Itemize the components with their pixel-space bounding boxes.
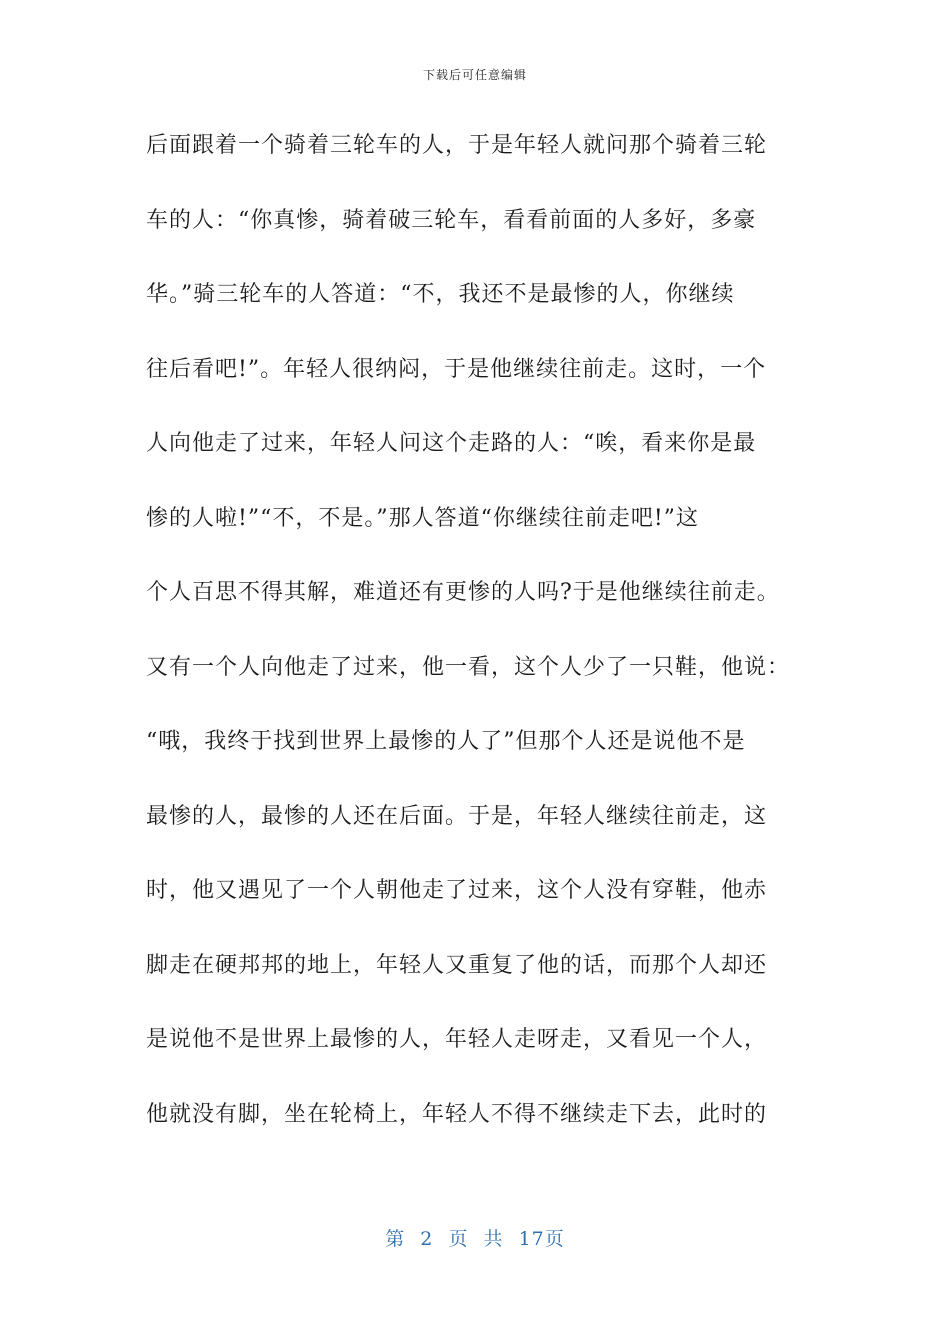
footer-total-pages: 17页	[518, 1228, 565, 1250]
footer-current-page: 2	[420, 1228, 434, 1250]
header-text: 下载后可任意编辑	[422, 68, 527, 82]
paragraph-line: 又有一个人向他走了过来，他一看，这个人少了一只鞋，他说：	[146, 654, 791, 680]
paragraph-line: 华。”骑三轮车的人答道：“不，我还不是最惨的人，你继续	[146, 282, 735, 307]
paragraph-line: 他就没有脚，坐在轮椅上，年轻人不得不继续走下去，此时的	[146, 1101, 768, 1127]
paragraph-line: 脚走在硬邦邦的地上，年轻人又重复了他的话，而那个人却还	[146, 952, 768, 978]
footer-page-label: 第	[385, 1228, 406, 1250]
page-footer	[0, 1224, 950, 1251]
document-body	[146, 124, 806, 1167]
paragraph-line: 车的人：“你真惨，骑着破三轮车，看看前面的人多好，多豪	[146, 207, 757, 233]
paragraph-line: 时，他又遇见了一个人朝他走了过来，这个人没有穿鞋，他赤	[146, 878, 768, 903]
paragraph-line: 惨的人啦!”“不，不是。”那人答道“你继续往前走吧!”这	[146, 505, 699, 531]
paragraph-line: 人向他走了过来，年轻人问这个走路的人：“唉，看来你是最	[146, 431, 757, 456]
paragraph-line: 个人百思不得其解，难道还有更惨的人吗?于是他继续往前走。	[146, 580, 780, 605]
paragraph-line: 是说他不是世界上最惨的人，年轻人走呀走，又看见一个人，	[146, 1027, 768, 1052]
paragraph-line: 往后看吧!”。年轻人很纳闷，于是他继续往前走。这时，一个	[146, 356, 767, 382]
footer-page-unit: 页	[448, 1228, 469, 1250]
paragraph-line: “哦，我终于找到世界上最惨的人了”但那个人还是说他不是	[146, 729, 746, 754]
paragraph-line: 后面跟着一个骑着三轮车的人，于是年轻人就问那个骑着三轮	[146, 133, 768, 158]
paragraph-line: 最惨的人，最惨的人还在后面。于是，年轻人继续往前走，这	[146, 803, 768, 829]
page-header	[0, 66, 950, 83]
footer-total-label: 共	[483, 1228, 504, 1250]
